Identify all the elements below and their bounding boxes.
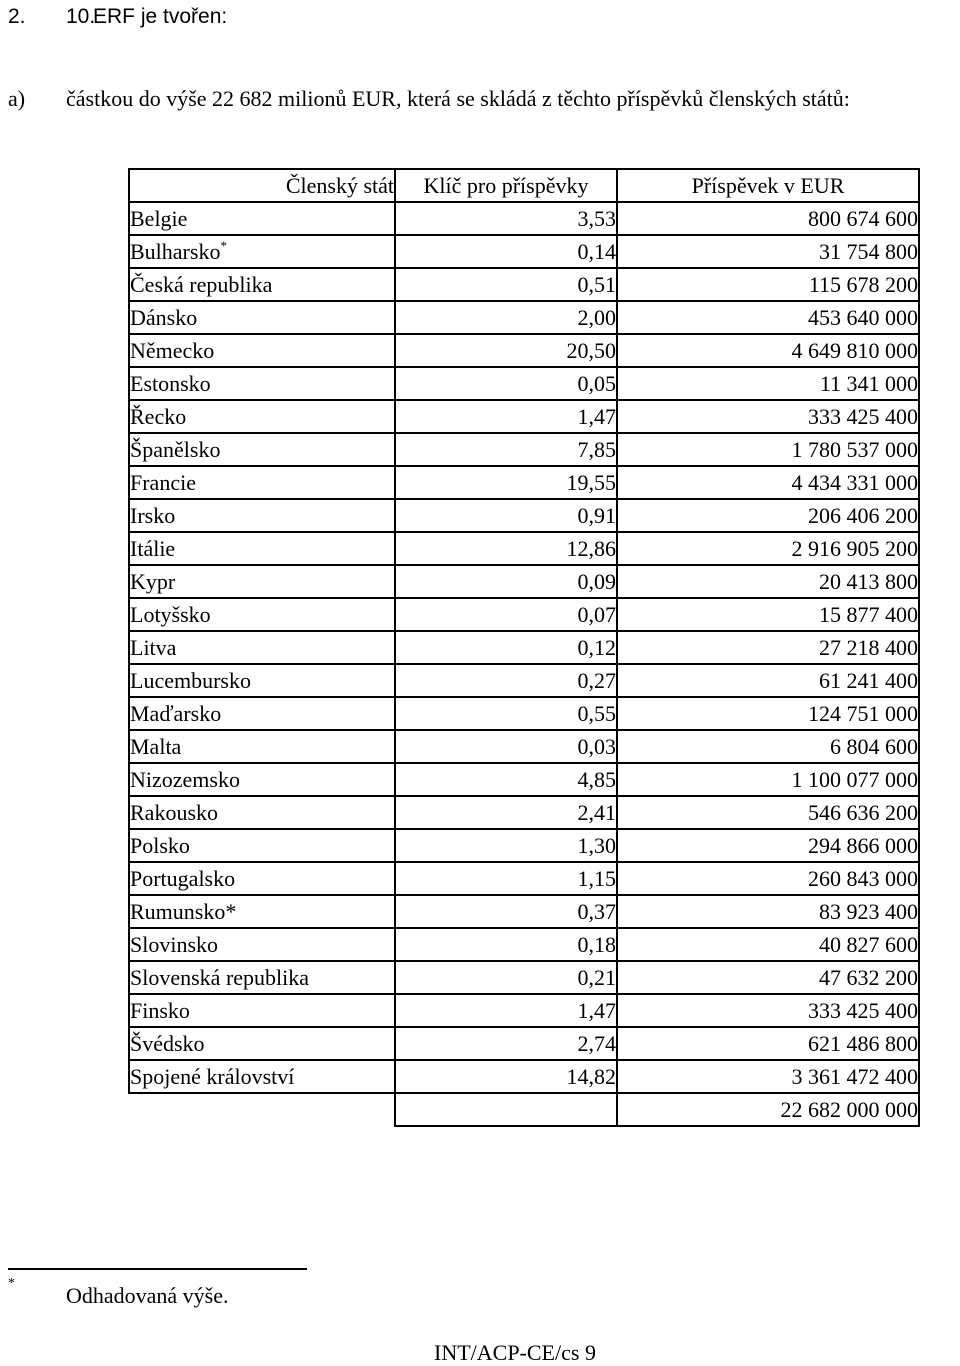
cell-contribution-key: 2,74 (395, 1027, 617, 1060)
footnote-reference: * (220, 238, 227, 253)
cell-contribution-key: 1,47 (395, 994, 617, 1027)
table-header-row (129, 169, 919, 202)
member-state-name: Maďarsko (130, 701, 222, 726)
contribution-table (128, 168, 920, 1127)
member-state-name: Kypr (130, 569, 176, 594)
cell-contribution-eur: 15 877 400 (617, 598, 919, 631)
table-row (129, 928, 919, 961)
table-row (129, 763, 919, 796)
table-row (129, 235, 919, 268)
cell-contribution-eur: 6 804 600 (617, 730, 919, 763)
header-contribution-eur: Příspěvek v EUR (617, 169, 919, 202)
table-row (129, 1060, 919, 1093)
table-row (129, 301, 919, 334)
member-state-name: Rumunsko* (130, 899, 237, 924)
member-state-name: Slovenská republika (130, 965, 310, 990)
cell-member-state (129, 400, 395, 433)
member-state-name: Estonsko (130, 371, 211, 396)
cell-contribution-eur: 20 413 800 (617, 565, 919, 598)
intro-paragraph (0, 84, 960, 114)
table-row (129, 1027, 919, 1060)
cell-member-state (129, 268, 395, 301)
cell-contribution-eur: 124 751 000 (617, 697, 919, 730)
member-state-name: Španělsko (130, 437, 221, 462)
total-blank-cell (129, 1093, 395, 1126)
cell-contribution-key: 0,09 (395, 565, 617, 598)
section-heading (0, 0, 960, 34)
table-row (129, 499, 919, 532)
cell-contribution-key: 0,03 (395, 730, 617, 763)
cell-member-state (129, 598, 395, 631)
cell-member-state (129, 565, 395, 598)
member-state-name: Portugalsko (130, 866, 236, 891)
cell-member-state (129, 730, 395, 763)
cell-member-state (129, 763, 395, 796)
cell-member-state (129, 1060, 395, 1093)
member-state-name: Francie (130, 470, 196, 495)
member-state-name: Bulharsko (130, 239, 221, 264)
footnote-text: Odhadovaná výše. (66, 1283, 229, 1308)
member-state-name: Spojené království (130, 1064, 295, 1089)
cell-contribution-eur: 800 674 600 (617, 202, 919, 235)
cell-contribution-key: 14,82 (395, 1060, 617, 1093)
table-row (129, 862, 919, 895)
cell-contribution-key: 7,85 (395, 433, 617, 466)
cell-contribution-eur: 621 486 800 (617, 1027, 919, 1060)
table-row (129, 961, 919, 994)
intro-label: a) (8, 86, 26, 111)
heading-number: 2. (8, 5, 26, 28)
cell-member-state (129, 433, 395, 466)
cell-member-state (129, 499, 395, 532)
cell-contribution-eur: 4 434 331 000 (617, 466, 919, 499)
member-state-name: Malta (130, 734, 182, 759)
table-row (129, 367, 919, 400)
cell-contribution-key: 1,30 (395, 829, 617, 862)
member-state-name: Rakousko (130, 800, 218, 825)
cell-member-state (129, 994, 395, 1027)
cell-contribution-key: 2,41 (395, 796, 617, 829)
cell-contribution-key: 20,50 (395, 334, 617, 367)
member-state-name: Litva (130, 635, 177, 660)
table-row (129, 334, 919, 367)
table-row (129, 202, 919, 235)
cell-contribution-key: 0,51 (395, 268, 617, 301)
cell-contribution-key: 0,55 (395, 697, 617, 730)
cell-contribution-key: 0,91 (395, 499, 617, 532)
table-row (129, 268, 919, 301)
table-row (129, 532, 919, 565)
cell-contribution-key: 19,55 (395, 466, 617, 499)
cell-member-state (129, 367, 395, 400)
cell-member-state (129, 928, 395, 961)
cell-member-state (129, 235, 395, 268)
member-state-name: Lucembursko (130, 668, 251, 693)
table-row (129, 994, 919, 1027)
cell-member-state (129, 631, 395, 664)
cell-member-state (129, 796, 395, 829)
table-row (129, 433, 919, 466)
cell-contribution-eur: 27 218 400 (617, 631, 919, 664)
cell-contribution-key: 0,14 (395, 235, 617, 268)
cell-member-state (129, 697, 395, 730)
member-state-name: Řecko (130, 404, 187, 429)
cell-member-state (129, 466, 395, 499)
total-amount: 22 682 000 000 (617, 1093, 919, 1126)
cell-contribution-eur: 1 100 077 000 (617, 763, 919, 796)
intro-text: částkou do výše 22 682 milionů EUR, která se skládá z těchto příspěvků členských států: (66, 86, 850, 111)
cell-contribution-key: 0,07 (395, 598, 617, 631)
cell-contribution-key: 0,05 (395, 367, 617, 400)
cell-member-state (129, 895, 395, 928)
cell-contribution-key: 1,47 (395, 400, 617, 433)
table-row (129, 400, 919, 433)
cell-contribution-eur: 31 754 800 (617, 235, 919, 268)
table-row (129, 598, 919, 631)
member-state-name: Německo (130, 338, 215, 363)
table-row (129, 466, 919, 499)
cell-contribution-eur: 11 341 000 (617, 367, 919, 400)
cell-contribution-key: 4,85 (395, 763, 617, 796)
total-key-cell (395, 1093, 617, 1126)
cell-contribution-key: 0,21 (395, 961, 617, 994)
cell-contribution-eur: 61 241 400 (617, 664, 919, 697)
table-total-row (129, 1093, 919, 1126)
cell-contribution-eur: 546 636 200 (617, 796, 919, 829)
member-state-name: Belgie (130, 206, 188, 231)
heading-subnumber: 10. (66, 5, 96, 28)
cell-contribution-key: 2,00 (395, 301, 617, 334)
cell-contribution-eur: 333 425 400 (617, 994, 919, 1027)
table-row (129, 697, 919, 730)
cell-contribution-eur: 83 923 400 (617, 895, 919, 928)
member-state-name: Finsko (130, 998, 190, 1023)
cell-contribution-eur: 1 780 537 000 (617, 433, 919, 466)
cell-member-state (129, 961, 395, 994)
cell-contribution-eur: 2 916 905 200 (617, 532, 919, 565)
cell-member-state (129, 334, 395, 367)
cell-member-state (129, 532, 395, 565)
table-row (129, 829, 919, 862)
cell-contribution-eur: 47 632 200 (617, 961, 919, 994)
member-state-name: Lotyšsko (130, 602, 211, 627)
member-state-name: Švédsko (130, 1031, 205, 1056)
cell-member-state (129, 862, 395, 895)
cell-contribution-eur: 453 640 000 (617, 301, 919, 334)
table-row (129, 631, 919, 664)
cell-contribution-key: 1,15 (395, 862, 617, 895)
cell-member-state (129, 202, 395, 235)
member-state-name: Nizozemsko (130, 767, 240, 792)
header-contribution-key: Klíč pro příspěvky (395, 169, 617, 202)
member-state-name: Slovinsko (130, 932, 219, 957)
table-row (129, 664, 919, 697)
table-row (129, 895, 919, 928)
member-state-name: Dánsko (130, 305, 198, 330)
cell-contribution-key: 3,53 (395, 202, 617, 235)
header-member-state: Členský stát (129, 169, 395, 202)
cell-contribution-key: 0,12 (395, 631, 617, 664)
cell-member-state (129, 1027, 395, 1060)
cell-contribution-eur: 206 406 200 (617, 499, 919, 532)
cell-contribution-eur: 40 827 600 (617, 928, 919, 961)
member-state-name: Irsko (130, 503, 176, 528)
cell-contribution-key: 0,18 (395, 928, 617, 961)
footnote-divider (8, 1268, 307, 1270)
cell-contribution-key: 0,27 (395, 664, 617, 697)
member-state-name: Česká republika (130, 272, 273, 297)
table-row (129, 730, 919, 763)
table-row (129, 796, 919, 829)
member-state-name: Polsko (130, 833, 190, 858)
cell-contribution-eur: 294 866 000 (617, 829, 919, 862)
cell-member-state (129, 664, 395, 697)
cell-contribution-eur: 260 843 000 (617, 862, 919, 895)
cell-member-state (129, 301, 395, 334)
cell-contribution-eur: 3 361 472 400 (617, 1060, 919, 1093)
member-state-name: Itálie (130, 536, 176, 561)
cell-member-state (129, 829, 395, 862)
page-footer: INT/ACP-CE/cs 9 (434, 1340, 596, 1365)
cell-contribution-eur: 333 425 400 (617, 400, 919, 433)
cell-contribution-eur: 4 649 810 000 (617, 334, 919, 367)
cell-contribution-key: 12,86 (395, 532, 617, 565)
cell-contribution-key: 0,37 (395, 895, 617, 928)
table-row (129, 565, 919, 598)
cell-contribution-eur: 115 678 200 (617, 268, 919, 301)
footnote-mark: * (8, 1276, 15, 1291)
heading-text: ERF je tvořen: (93, 5, 228, 28)
